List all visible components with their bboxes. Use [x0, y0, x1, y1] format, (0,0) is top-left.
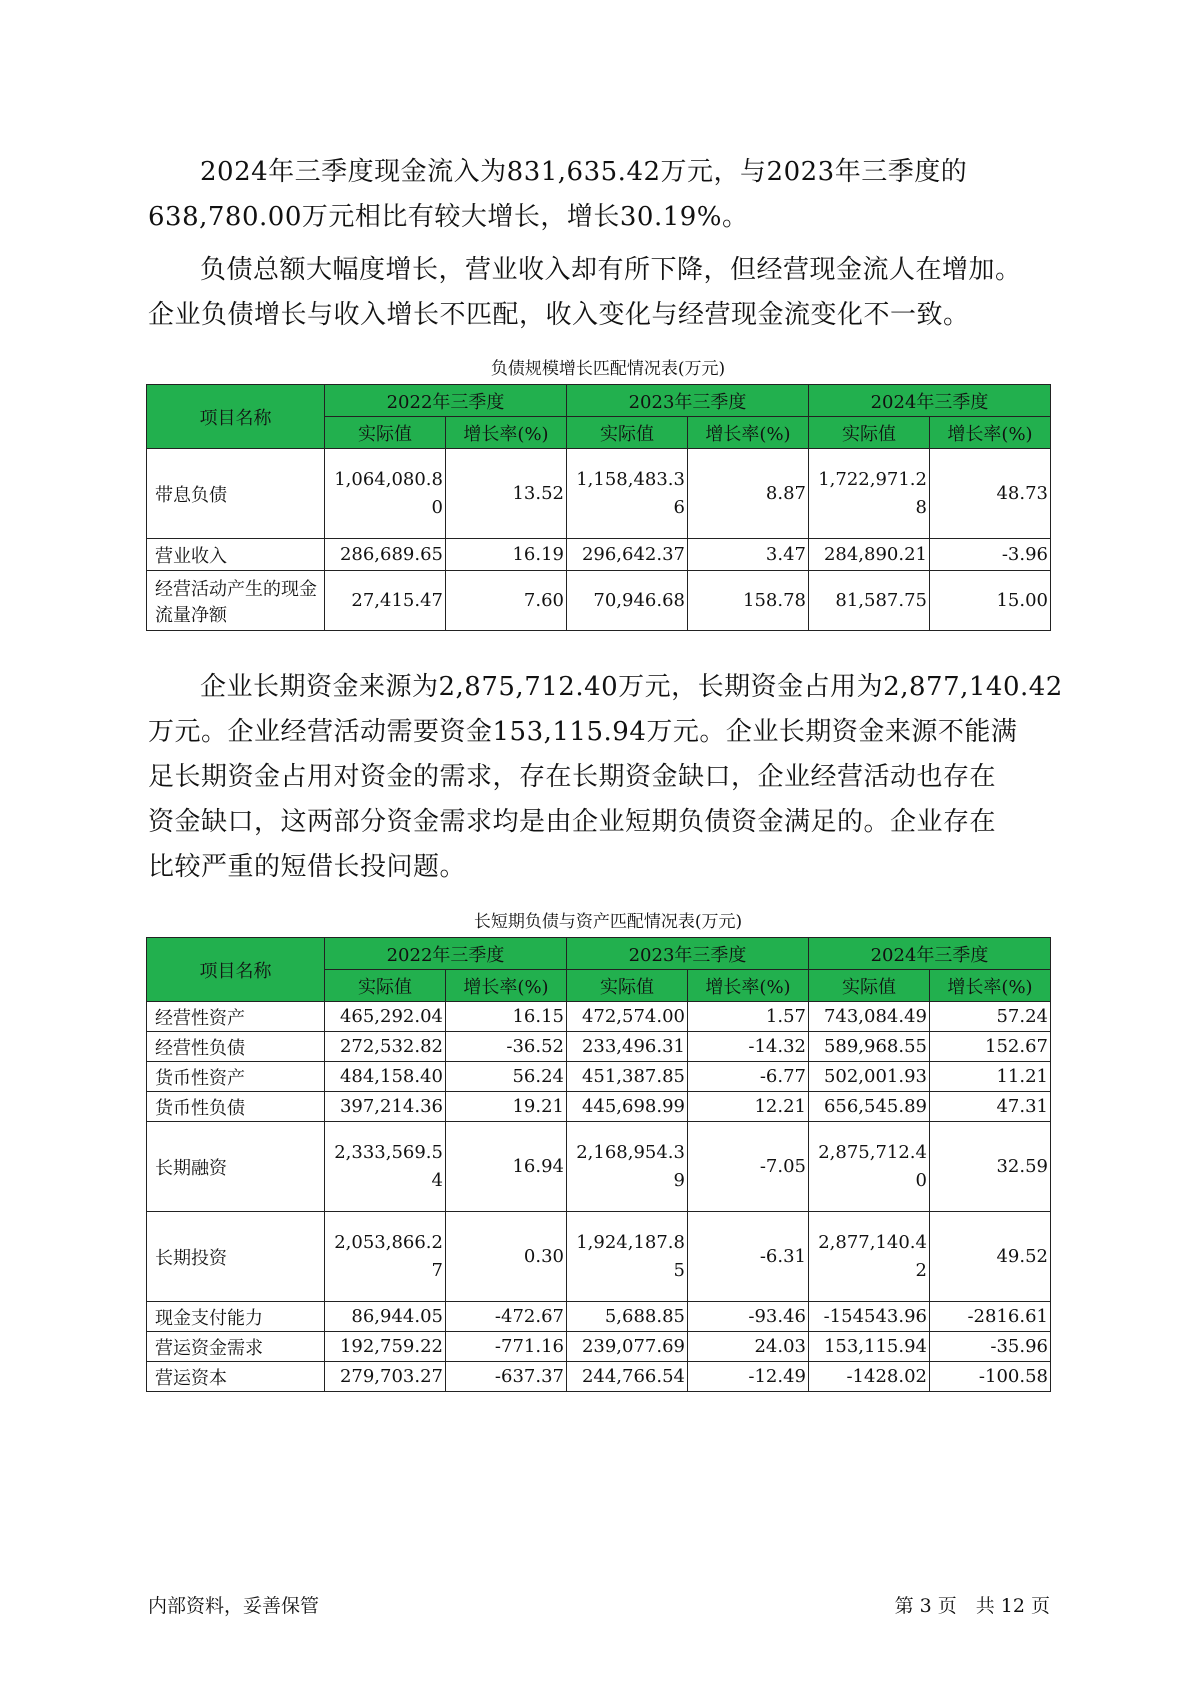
growth-rate-cell: 15.00 [930, 571, 1051, 631]
actual-value-cell: 1,722,971.28 [809, 449, 930, 539]
row-label: 货币性资产 [147, 1062, 325, 1092]
table-row [147, 1002, 1051, 1032]
actual-value-cell: 27,415.47 [325, 571, 446, 631]
growth-rate-cell: 13.52 [446, 449, 567, 539]
header-period-2022: 2022年三季度 [325, 385, 567, 417]
header-growth: 增长率(%) [446, 970, 567, 1002]
header-period-2024: 2024年三季度 [809, 385, 1051, 417]
growth-rate-cell: 7.60 [446, 571, 567, 631]
actual-value-cell: 192,759.22 [325, 1332, 446, 1362]
growth-rate-cell: -100.58 [930, 1362, 1051, 1392]
actual-value-cell: 397,214.36 [325, 1092, 446, 1122]
growth-rate-cell: -14.32 [688, 1032, 809, 1062]
growth-rate-cell: -7.05 [688, 1122, 809, 1212]
growth-rate-cell: 48.73 [930, 449, 1051, 539]
actual-value-cell: 451,387.85 [567, 1062, 688, 1092]
asset-liability-match-table [146, 937, 1051, 1392]
actual-value-cell: 233,496.31 [567, 1032, 688, 1062]
header-period-2023: 2023年三季度 [567, 938, 809, 970]
actual-value-cell: 244,766.54 [567, 1362, 688, 1392]
header-growth: 增长率(%) [930, 417, 1051, 449]
footer-confidential: 内部资料，妥善保管 [148, 1595, 320, 1617]
actual-value-cell: 743,084.49 [809, 1002, 930, 1032]
actual-value-cell: 2,168,954.39 [567, 1122, 688, 1212]
actual-value-cell: 2,875,712.40 [809, 1122, 930, 1212]
table-row [147, 1362, 1051, 1392]
row-label: 营运资本 [147, 1362, 325, 1392]
table-row [147, 1302, 1051, 1332]
table-row [147, 1332, 1051, 1362]
row-label: 经营活动产生的现金流量净额 [147, 571, 325, 631]
actual-value-cell: 70,946.68 [567, 571, 688, 631]
actual-value-cell: 1,924,187.85 [567, 1212, 688, 1302]
growth-rate-cell: 49.52 [930, 1212, 1051, 1302]
growth-rate-cell: 47.31 [930, 1092, 1051, 1122]
table-row [147, 539, 1051, 571]
header-period-2024: 2024年三季度 [809, 938, 1051, 970]
growth-rate-cell: -36.52 [446, 1032, 567, 1062]
actual-value-cell: 656,545.89 [809, 1092, 930, 1122]
growth-rate-cell: -771.16 [446, 1332, 567, 1362]
header-growth: 增长率(%) [688, 417, 809, 449]
actual-value-cell: 239,077.69 [567, 1332, 688, 1362]
growth-rate-cell: -93.46 [688, 1302, 809, 1332]
actual-value-cell: 272,532.82 [325, 1032, 446, 1062]
row-label: 货币性负债 [147, 1092, 325, 1122]
header-growth: 增长率(%) [446, 417, 567, 449]
growth-rate-cell: 3.47 [688, 539, 809, 571]
table2-caption: 长短期负债与资产匹配情况表(万元) [473, 912, 743, 932]
actual-value-cell: 153,115.94 [809, 1332, 930, 1362]
growth-rate-cell: -472.67 [446, 1302, 567, 1332]
growth-rate-cell: 19.21 [446, 1092, 567, 1122]
footer-page-number: 第 3 页 共 12 页 [894, 1595, 1050, 1617]
table-row [147, 1122, 1051, 1212]
actual-value-cell: 5,688.85 [567, 1302, 688, 1332]
actual-value-cell: 296,642.37 [567, 539, 688, 571]
growth-rate-cell: -6.31 [688, 1212, 809, 1302]
actual-value-cell: 286,689.65 [325, 539, 446, 571]
actual-value-cell: 1,158,483.36 [567, 449, 688, 539]
debt-growth-table [146, 384, 1051, 631]
table-row [147, 1062, 1051, 1092]
growth-rate-cell: 12.21 [688, 1092, 809, 1122]
actual-value-cell: 465,292.04 [325, 1002, 446, 1032]
table-row [147, 1212, 1051, 1302]
row-label: 长期融资 [147, 1122, 325, 1212]
growth-rate-cell: 152.67 [930, 1032, 1051, 1062]
growth-rate-cell: -637.37 [446, 1362, 567, 1392]
actual-value-cell: 86,944.05 [325, 1302, 446, 1332]
growth-rate-cell: -35.96 [930, 1332, 1051, 1362]
header-actual: 实际值 [809, 970, 930, 1002]
growth-rate-cell: 158.78 [688, 571, 809, 631]
actual-value-cell: 589,968.55 [809, 1032, 930, 1062]
actual-value-cell: 279,703.27 [325, 1362, 446, 1392]
row-label: 经营性负债 [147, 1032, 325, 1062]
row-label: 经营性资产 [147, 1002, 325, 1032]
row-label: 长期投资 [147, 1212, 325, 1302]
growth-rate-cell: -2816.61 [930, 1302, 1051, 1332]
growth-rate-cell: -6.77 [688, 1062, 809, 1092]
paragraph-cashflow: 2024年三季度现金流入为831,635.42万元，与2023年三季度的 638,780.00万元相比有较大增长，增长30.19%。 [148, 157, 968, 232]
actual-value-cell: 1,064,080.80 [325, 449, 446, 539]
header-item-name: 项目名称 [147, 938, 325, 1002]
actual-value-cell: -1428.02 [809, 1362, 930, 1392]
actual-value-cell: 472,574.00 [567, 1002, 688, 1032]
growth-rate-cell: 1.57 [688, 1002, 809, 1032]
growth-rate-cell: 32.59 [930, 1122, 1051, 1212]
growth-rate-cell: 16.15 [446, 1002, 567, 1032]
growth-rate-cell: 16.94 [446, 1122, 567, 1212]
header-growth: 增长率(%) [688, 970, 809, 1002]
header-actual: 实际值 [567, 970, 688, 1002]
growth-rate-cell: 16.19 [446, 539, 567, 571]
header-actual: 实际值 [325, 970, 446, 1002]
growth-rate-cell: -3.96 [930, 539, 1051, 571]
table-row [147, 449, 1051, 539]
actual-value-cell: 484,158.40 [325, 1062, 446, 1092]
growth-rate-cell: 24.03 [688, 1332, 809, 1362]
header-period-2023: 2023年三季度 [567, 385, 809, 417]
actual-value-cell: 2,333,569.54 [325, 1122, 446, 1212]
growth-rate-cell: 8.87 [688, 449, 809, 539]
header-actual: 实际值 [809, 417, 930, 449]
growth-rate-cell: 0.30 [446, 1212, 567, 1302]
row-label: 带息负债 [147, 449, 325, 539]
row-label: 营运资金需求 [147, 1332, 325, 1362]
growth-rate-cell: 56.24 [446, 1062, 567, 1092]
table-row [147, 1092, 1051, 1122]
row-label: 营业收入 [147, 539, 325, 571]
growth-rate-cell: 57.24 [930, 1002, 1051, 1032]
actual-value-cell: 284,890.21 [809, 539, 930, 571]
actual-value-cell: 445,698.99 [567, 1092, 688, 1122]
table-row [147, 1032, 1051, 1062]
actual-value-cell: -154543.96 [809, 1302, 930, 1332]
header-growth: 增长率(%) [930, 970, 1051, 1002]
growth-rate-cell: 11.21 [930, 1062, 1051, 1092]
paragraph-long-term-funding: 企业长期资金来源为2,875,712.40万元，长期资金占用为2,877,140.42 万元。企业经营活动需要资金153,115.94万元。企业长期资金来源不能满 足长期资金占用对资金的需求，存在长期资金缺口，企业经营活动也存在 资金缺口，这两部分资金需求均是由企业短期负债资金满足的。企业存在 比较严重的短借长投问题。 [148, 672, 1063, 882]
actual-value-cell: 81,587.75 [809, 571, 930, 631]
actual-value-cell: 502,001.93 [809, 1062, 930, 1092]
growth-rate-cell: -12.49 [688, 1362, 809, 1392]
paragraph-debt-growth: 负债总额大幅度增长，营业收入却有所下降，但经营现金流人在增加。 企业负债增长与收入增长不匹配，收入变化与经营现金流变化不一致。 [148, 255, 1022, 330]
header-actual: 实际值 [325, 417, 446, 449]
table-row [147, 571, 1051, 631]
actual-value-cell: 2,877,140.42 [809, 1212, 930, 1302]
header-period-2022: 2022年三季度 [325, 938, 567, 970]
table1-caption: 负债规模增长匹配情况表(万元) [490, 359, 726, 379]
actual-value-cell: 2,053,866.27 [325, 1212, 446, 1302]
header-item-name: 项目名称 [147, 385, 325, 449]
row-label: 现金支付能力 [147, 1302, 325, 1332]
header-actual: 实际值 [567, 417, 688, 449]
